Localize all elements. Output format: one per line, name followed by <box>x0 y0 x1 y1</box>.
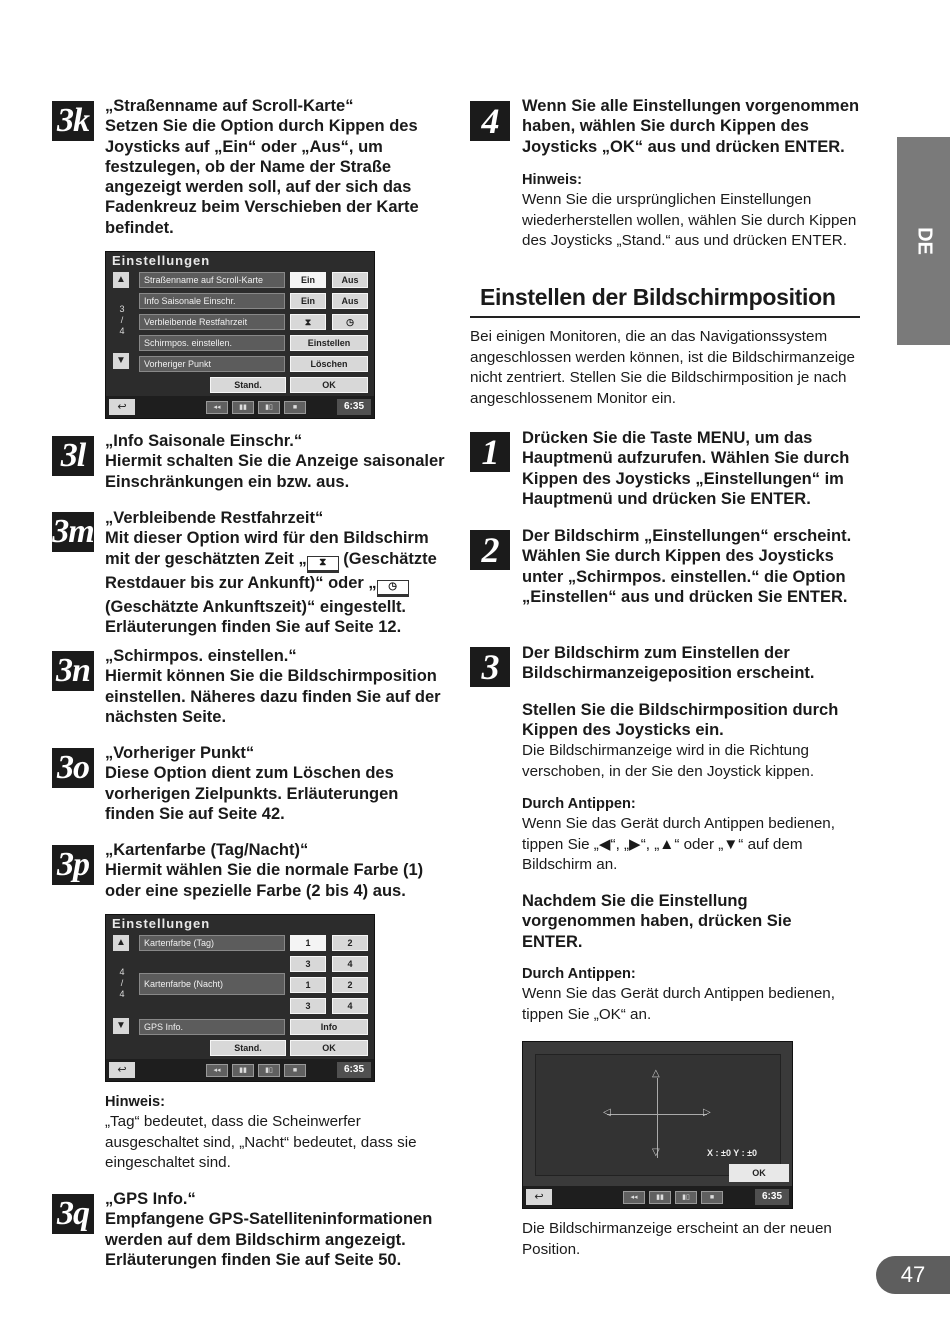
hint-left <box>105 1092 425 1174</box>
section-3q <box>105 1189 445 1270</box>
step-badge-3l: 3l <box>52 436 94 476</box>
section-3q-body: Empfangene GPS-Satelliteninformationen werden auf dem Bildschirm angezeigt. Erläuterungen finden Sie auf Seite 50. <box>105 1210 433 1269</box>
row-seasonal-info: Info Saisonale Einschr. <box>139 293 285 309</box>
section-3l <box>105 431 450 492</box>
section-4: Wenn Sie alle Einstellungen vorgenommen haben, wählen Sie durch Kippen des Joysticks „OK“ aus und drücken ENTER. <box>522 97 860 156</box>
up-arrow-icon[interactable]: △ <box>652 1068 660 1079</box>
crosshair <box>657 1078 658 1158</box>
section-3o-title: „Vorheriger Punkt“ <box>105 744 255 762</box>
page-indicator: 4 / 4 <box>119 967 125 999</box>
bar-icon: ◂◂ <box>206 1064 228 1077</box>
section-3l-title: „Info Saisonale Einschr.“ <box>105 432 303 450</box>
settings-screen-1 <box>105 251 375 419</box>
day-color-4-button[interactable]: 4 <box>332 956 368 972</box>
section-3k-title: „Straßenname auf Scroll-Karte“ <box>105 97 354 115</box>
day-color-2-button[interactable]: 2 <box>332 935 368 951</box>
step-badge-3q: 3q <box>52 1194 94 1234</box>
step-badge-1: 1 <box>470 432 510 472</box>
sub2-title: Nachdem Sie die Einstellung vorgenommen haben, drücken Sie ENTER. <box>522 892 792 951</box>
night-color-2-button[interactable]: 2 <box>332 977 368 993</box>
row-previous-point: Vorheriger Punkt <box>139 356 285 372</box>
step-badge-3n: 3n <box>52 651 94 691</box>
section-3m-title: „Verbleibende Restfahrzeit“ <box>105 509 324 527</box>
touch-label: Durch Antippen: <box>522 966 636 982</box>
step-badge-3o: 3o <box>52 748 94 788</box>
clock-display: 6:35 <box>337 399 371 415</box>
clock-icon[interactable]: ◷ <box>332 314 368 330</box>
crosshair <box>607 1114 707 1115</box>
bar-icon: ▮▯ <box>258 1064 280 1077</box>
seasonal-off-button[interactable]: Aus <box>332 293 368 309</box>
row-gps-info: GPS Info. <box>139 1019 285 1035</box>
back-icon[interactable]: ↩ <box>526 1189 552 1205</box>
back-icon[interactable]: ↩ <box>109 399 135 415</box>
scroll-up-icon[interactable]: ▲ <box>113 272 129 288</box>
page-number: 47 <box>876 1256 950 1294</box>
section-2: Der Bildschirm „Einstellungen“ erscheint. Wählen Sie durch Kippen des Joysticks unter „Schirmpos. einstellen.“ die Option „Einstellen“ aus und drücken Sie ENTER. <box>522 527 852 606</box>
bar-icon: ▮▮ <box>232 401 254 414</box>
left-arrow-icon[interactable]: ◁ <box>603 1107 611 1118</box>
step-badge-2: 2 <box>470 530 510 570</box>
ok-button[interactable]: OK <box>290 377 368 393</box>
touch-label: Durch Antippen: <box>522 796 636 812</box>
bar-icon: ■ <box>284 1064 306 1077</box>
language-tab: DE <box>897 137 950 345</box>
screen-bottom-bar <box>523 1186 792 1208</box>
seasonal-on-button[interactable]: Ein <box>290 293 326 309</box>
street-off-button[interactable]: Aus <box>332 272 368 288</box>
section-3m <box>105 508 450 637</box>
gps-info-button[interactable]: Info <box>290 1019 368 1035</box>
screen-bottom-bar <box>106 396 374 418</box>
bar-icon: ▮▮ <box>232 1064 254 1077</box>
night-color-4-button[interactable]: 4 <box>332 998 368 1014</box>
section-3: Der Bildschirm zum Einstellen der Bildschirmanzeigeposition erscheint. <box>522 644 815 683</box>
hint-label: Hinweis: <box>522 172 583 188</box>
clock-display: 6:35 <box>337 1062 371 1078</box>
section-3o-body: Diese Option dient zum Löschen des vorherigen Zielpunkts. Erläuterungen finden Sie auf Seite 42. <box>105 764 399 823</box>
section-3q-title: „GPS Info.“ <box>105 1190 196 1208</box>
section-3p <box>105 840 445 901</box>
row-map-color-day: Kartenfarbe (Tag) <box>139 935 285 951</box>
day-color-3-button[interactable]: 3 <box>290 956 326 972</box>
scroll-up-icon[interactable]: ▲ <box>113 935 129 951</box>
screen-bottom-bar <box>106 1059 374 1081</box>
hourglass-icon: ⧗ <box>307 556 339 573</box>
adjust-button[interactable]: Einstellen <box>290 335 368 351</box>
row-screen-position: Schirmpos. einstellen. <box>139 335 285 351</box>
scroll-down-icon[interactable]: ▼ <box>113 353 129 369</box>
clock-display: 6:35 <box>755 1189 789 1205</box>
default-button[interactable]: Stand. <box>210 377 286 393</box>
bar-icon: ◂◂ <box>623 1191 645 1204</box>
delete-button[interactable]: Löschen <box>290 356 368 372</box>
section-1: Drücken Sie die Taste MENU, um das Hauptmenü aufzurufen. Wählen Sie durch Kippen des Joysticks „Einstellungen“ im Hauptmenü und drücken Sie ENTER. <box>522 429 850 508</box>
step-badge-3k: 3k <box>52 101 94 141</box>
screen-title: Einstellungen <box>112 253 211 268</box>
step-badge-4: 4 <box>470 101 510 141</box>
page-indicator: 3 / 4 <box>119 304 125 336</box>
row-street-name: Straßenname auf Scroll-Karte <box>139 272 285 288</box>
intro-text: Bei einigen Monitoren, die an das Navigationssystem angeschlossen werden können, ist die Bildschirmanzeige nicht zentriert. Stellen Sie die Bildschirmposition je nach angeschlossenem Monitor ein. <box>470 328 855 407</box>
section-3n <box>105 646 445 727</box>
touch-hint-1 <box>522 794 842 876</box>
step-badge-3: 3 <box>470 647 510 687</box>
sub1-title: Stellen Sie die Bildschirmposition durch Kippen des Joysticks ein. <box>522 701 839 740</box>
section-3m-body: Mit dieser Option wird für den Bildschirm mit der geschätzten Zeit „ ⧗ (Geschätzte Restdauer bis zur Ankunft)“ oder „ ◷ (Geschätzte Ankunftszeit)“ eingestellt. Erläuterungen finden Sie auf Seite 12. <box>105 529 437 636</box>
bar-icon: ▮▯ <box>258 401 280 414</box>
coordinate-readout: X : ±0 Y : ±0 <box>707 1148 758 1158</box>
night-color-1-button[interactable]: 1 <box>290 977 326 993</box>
section-3p-body: Hiermit wählen Sie die normale Farbe (1) oder eine spezielle Farbe (2 bis 4) aus. <box>105 861 424 900</box>
down-arrow-icon[interactable]: ▽ <box>652 1147 660 1158</box>
section-3o <box>105 743 425 824</box>
step-badge-3p: 3p <box>52 845 94 885</box>
row-remaining-time: Verbleibende Restfahrzeit <box>139 314 285 330</box>
bar-icon: ▮▮ <box>649 1191 671 1204</box>
section-3n-title: „Schirmpos. einstellen.“ <box>105 647 297 665</box>
hint-label: Hinweis: <box>105 1094 166 1110</box>
street-on-button[interactable]: Ein <box>290 272 326 288</box>
touch-text: Wenn Sie das Gerät durch Antippen bedienen, tippen Sie „OK“ an. <box>522 985 835 1023</box>
row-map-color-night: Kartenfarbe (Nacht) <box>139 973 285 995</box>
clock-icon: ◷ <box>377 580 409 597</box>
settings-screen-2 <box>105 914 375 1082</box>
hint-text: „Tag“ bedeutet, dass die Scheinwerfer ausgeschaltet sind, „Nacht“ bedeutet, dass sie eingeschaltet sind. <box>105 1113 417 1172</box>
hint-right <box>522 170 867 252</box>
ok-button[interactable]: OK <box>729 1164 789 1182</box>
bar-icon: ■ <box>701 1191 723 1204</box>
scroll-down-icon[interactable]: ▼ <box>113 1018 129 1034</box>
back-icon[interactable]: ↩ <box>109 1062 135 1078</box>
section-3l-body: Hiermit schalten Sie die Anzeige saisonaler Einschränkungen ein bzw. aus. <box>105 452 445 491</box>
screen-position-display <box>522 1041 793 1209</box>
hourglass-icon[interactable]: ⧗ <box>290 314 326 330</box>
section-3k-body: Setzen Sie die Option durch Kippen des Joysticks auf „Ein“ oder „Aus“, um festzulegen, ob der Name der Straße angezeigt werden soll, auf der sich das Fadenkreuz beim Verschieben der Karte befindet. <box>105 117 419 237</box>
touch-text: Wenn Sie das Gerät durch Antippen bedienen, tippen Sie „◀“, „▶“, „▲“ oder „▼“ auf dem Bildschirm an. <box>522 815 835 874</box>
bar-icon: ◂◂ <box>206 401 228 414</box>
section-3k <box>105 96 445 238</box>
day-color-1-button[interactable]: 1 <box>290 935 326 951</box>
screen-caption: Die Bildschirmanzeige erscheint an der neuen Position. <box>522 1220 832 1258</box>
title-rule <box>470 316 860 318</box>
sub1-text: Die Bildschirmanzeige wird in die Richtung verschoben, in der Sie den Joystick kippen. <box>522 742 815 780</box>
night-color-3-button[interactable]: 3 <box>290 998 326 1014</box>
touch-hint-2 <box>522 964 842 1025</box>
screen-title: Einstellungen <box>112 916 211 931</box>
section-3n-body: Hiermit können Sie die Bildschirmposition einstellen. Näheres dazu finden Sie auf der nächsten Seite. <box>105 667 441 726</box>
ok-button[interactable]: OK <box>290 1040 368 1056</box>
section-title: Einstellen der Bildschirmposition <box>480 284 836 310</box>
step-badge-3m: 3m <box>52 513 94 550</box>
section-3p-title: „Kartenfarbe (Tag/Nacht)“ <box>105 841 309 859</box>
bar-icon: ▮▯ <box>675 1191 697 1204</box>
right-arrow-icon[interactable]: ▷ <box>703 1107 711 1118</box>
default-button[interactable]: Stand. <box>210 1040 286 1056</box>
bar-icon: ■ <box>284 401 306 414</box>
hint-text: Wenn Sie die ursprünglichen Einstellungen wiederherstellen wollen, wählen Sie durch Kippen des Joysticks „Stand.“ aus und drücken ENTER. <box>522 191 857 250</box>
